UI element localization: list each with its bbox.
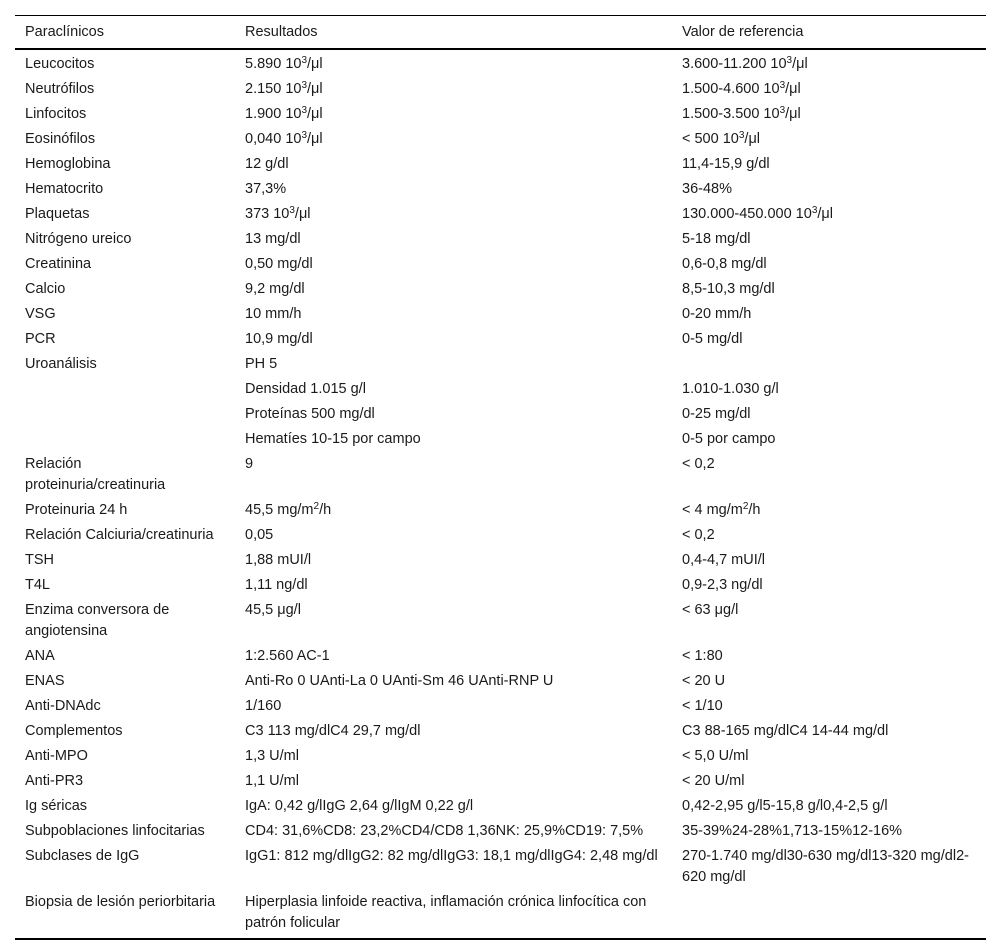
cell-valor-referencia: 0-5 mg/dl (682, 331, 743, 347)
table-row (15, 844, 986, 890)
cell-paraclinico: Creatinina (25, 256, 92, 272)
cell-paraclinico: Neutrófilos (25, 81, 95, 97)
table-row (15, 302, 986, 327)
table-row (15, 794, 986, 819)
cell-paraclinico: Biopsia de lesión periorbitaria (15, 890, 235, 939)
cell-paraclinico: Leucocitos (25, 56, 95, 72)
cell-paraclinico (15, 427, 235, 452)
table-row (15, 452, 986, 498)
cell-valor-referencia: 0,9-2,3 ng/dl (682, 577, 763, 593)
cell-valor-referencia (672, 352, 986, 377)
cell-paraclinico: Complementos (25, 723, 123, 739)
cell-paraclinico: T4L (25, 577, 50, 593)
cell-resultado: CD4: 31,6%CD8: 23,2%CD4/CD8 1,36NK: 25,9%CD19: 7,5% (245, 823, 644, 839)
cell-paraclinico: Subpoblaciones linfocitarias (25, 823, 205, 839)
cell-valor-referencia: 36-48% (682, 181, 732, 197)
header-resultados: Resultados (235, 16, 672, 50)
header-row (15, 16, 986, 50)
cell-paraclinico: Uroanálisis (25, 356, 97, 372)
cell-valor-referencia: C3 88-165 mg/dlC4 14-44 mg/dl (682, 723, 889, 739)
table-row (15, 277, 986, 302)
cell-paraclinico: Eosinófilos (25, 131, 96, 147)
cell-resultado: 1:2.560 AC-1 (245, 648, 330, 664)
table-row (15, 377, 986, 402)
cell-valor-referencia: 0,6-0,8 mg/dl (682, 256, 767, 272)
cell-paraclinico: ANA (25, 648, 55, 664)
cell-resultado: 2.150 $10^3/\mu l$ (245, 80, 323, 97)
table-row (15, 152, 986, 177)
cell-paraclinico: Hemoglobina (25, 156, 111, 172)
cell-paraclinico: Plaquetas (25, 206, 90, 222)
cell-resultado: Hematíes 10-15 por campo (245, 431, 421, 447)
cell-valor-referencia: < 20 U (682, 673, 726, 689)
table-row (15, 719, 986, 744)
cell-paraclinico: Ig séricas (25, 798, 88, 814)
cell-resultado: IgG1: 812 mg/dlIgG2: 82 mg/dlIgG3: 18,1 mg/dlIgG4: 2,48 mg/dl (245, 848, 658, 864)
table-row (15, 177, 986, 202)
table-row (15, 669, 986, 694)
table-row (15, 694, 986, 719)
cell-resultado: 1,11 ng/dl (245, 577, 308, 593)
cell-paraclinico (15, 377, 235, 402)
table-row (15, 598, 986, 644)
table-row (15, 498, 986, 523)
cell-resultado: Proteínas 500 mg/dl (245, 406, 375, 422)
cell-resultado: 12 g/dl (245, 156, 289, 172)
header-paraclinicos: Paraclínicos (15, 16, 235, 50)
table-row (15, 523, 986, 548)
cell-resultado: 5.890 $10^3/\mu l$ (245, 55, 323, 72)
cell-valor-referencia: < 1:80 (682, 648, 723, 664)
table-header (15, 16, 986, 50)
table-row (15, 102, 986, 127)
cell-paraclinico: Anti-PR3 (25, 773, 84, 789)
cell-valor-referencia: 1.500-3.500 $10^3/\mu l$ (682, 105, 801, 122)
cell-paraclinico: Linfocitos (25, 106, 87, 122)
cell-resultado: 37,3% (245, 181, 287, 197)
cell-resultado: C3 113 mg/dlC4 29,7 mg/dl (245, 723, 421, 739)
table-row (15, 227, 986, 252)
cell-valor-referencia: 130.000-450.000 $10^3/\mu l$ (682, 205, 833, 222)
cell-paraclinico: Subclases de IgG (25, 848, 140, 864)
cell-resultado: 9,2 mg/dl (245, 281, 305, 297)
table-row (15, 573, 986, 598)
cell-paraclinico: ENAS (25, 673, 65, 689)
table-row (15, 769, 986, 794)
cell-resultado: Hiperplasia linfoide reactiva, inflamación crónica linfocítica con patrón folicular (235, 890, 672, 939)
cell-valor-referencia: 0,42-2,95 g/l5-15,8 g/l0,4-2,5 g/l (682, 798, 888, 814)
lab-results-table (15, 15, 986, 940)
cell-valor-referencia: 35-39%24-28%1,713-15%12-16% (682, 823, 903, 839)
cell-resultado: 1,3 U/ml (245, 748, 299, 764)
cell-paraclinico: Relación proteinuria/creatinuria (25, 456, 166, 493)
cell-resultado: 10 mm/h (245, 306, 302, 322)
lab-results-table-wrapper (15, 15, 986, 940)
cell-valor-referencia: < 500 $10^3/\mu l$ (682, 130, 761, 147)
cell-valor-referencia: 11,4-15,9 g/dl (682, 156, 770, 172)
cell-valor-referencia: < 20 U/ml (682, 773, 745, 789)
cell-resultado: 10,9 mg/dl (245, 331, 313, 347)
cell-resultado: 9 (245, 456, 254, 472)
table-row (15, 819, 986, 844)
table-row (15, 77, 986, 102)
cell-resultado: 45,5 $mg/m^2/h$ (245, 501, 332, 518)
cell-resultado: 1/160 (245, 698, 282, 714)
cell-resultado: 373 $10^3/\mu l$ (245, 205, 311, 222)
cell-resultado: 0,05 (245, 527, 274, 543)
cell-valor-referencia: 270-1.740 mg/dl30-630 mg/dl13-320 mg/dl2-620 mg/dl (682, 848, 969, 885)
cell-paraclinico: VSG (25, 306, 56, 322)
table-row (15, 327, 986, 352)
cell-resultado: Anti-Ro 0 UAnti-La 0 UAnti-Sm 46 UAnti-RNP U (245, 673, 554, 689)
table-row (15, 644, 986, 669)
cell-valor-referencia: < 1/10 (682, 698, 723, 714)
table-row (15, 352, 986, 377)
cell-valor-referencia: < 0,2 (682, 456, 715, 472)
cell-resultado: Densidad 1.015 g/l (245, 381, 366, 397)
cell-valor-referencia: < 63 μg/l (682, 602, 739, 618)
cell-valor-referencia: 5-18 mg/dl (682, 231, 751, 247)
cell-resultado: PH 5 (245, 356, 278, 372)
table-body (15, 49, 986, 939)
table-row (15, 427, 986, 452)
cell-resultado: 13 mg/dl (245, 231, 301, 247)
cell-valor-referencia: 0,4-4,7 mUI/l (682, 552, 765, 568)
table-row (15, 744, 986, 769)
cell-paraclinico: Enzima conversora de angiotensina (25, 602, 170, 639)
cell-resultado: 0,50 mg/dl (245, 256, 313, 272)
cell-paraclinico: Relación Calciuria/creatinuria (25, 527, 214, 543)
cell-paraclinico: Anti-MPO (25, 748, 88, 764)
cell-valor-referencia: 3.600-11.200 $10^3/\mu l$ (682, 55, 808, 72)
cell-paraclinico: Proteinuria 24 h (25, 502, 128, 518)
cell-paraclinico: Anti-DNAdc (25, 698, 101, 714)
cell-paraclinico: Hematocrito (25, 181, 104, 197)
cell-valor-referencia: 0-20 mm/h (682, 306, 752, 322)
cell-paraclinico: PCR (25, 331, 56, 347)
cell-resultado: 1.900 $10^3/\mu l$ (245, 105, 323, 122)
cell-paraclinico: Nitrógeno ureico (25, 231, 132, 247)
table-row (15, 252, 986, 277)
cell-resultado: IgA: 0,42 g/lIgG 2,64 g/lIgM 0,22 g/l (245, 798, 474, 814)
cell-paraclinico: TSH (25, 552, 54, 568)
table-row (15, 49, 986, 77)
cell-valor-referencia: < 0,2 (682, 527, 715, 543)
cell-valor-referencia: 0-25 mg/dl (682, 406, 751, 422)
cell-valor-referencia: < 5,0 U/ml (682, 748, 749, 764)
cell-resultado: 0,040 $10^3/\mu l$ (245, 130, 323, 147)
table-row (15, 127, 986, 152)
table-row (15, 202, 986, 227)
cell-valor-referencia: 1.010-1.030 g/l (682, 381, 779, 397)
cell-valor-referencia: 1.500-4.600 $10^3/\mu l$ (682, 80, 801, 97)
cell-valor-referencia: < 4 $mg/m^2/h$ (682, 501, 761, 518)
cell-paraclinico: Calcio (25, 281, 66, 297)
cell-valor-referencia: 8,5-10,3 mg/dl (682, 281, 775, 297)
header-valor-referencia: Valor de referencia (672, 16, 986, 50)
cell-resultado: 1,1 U/ml (245, 773, 299, 789)
cell-paraclinico (15, 402, 235, 427)
cell-resultado: 45,5 μg/l (245, 602, 301, 618)
table-row (15, 402, 986, 427)
table-row (15, 548, 986, 573)
cell-valor-referencia: 0-5 por campo (682, 431, 776, 447)
cell-resultado: 1,88 mUI/l (245, 552, 312, 568)
